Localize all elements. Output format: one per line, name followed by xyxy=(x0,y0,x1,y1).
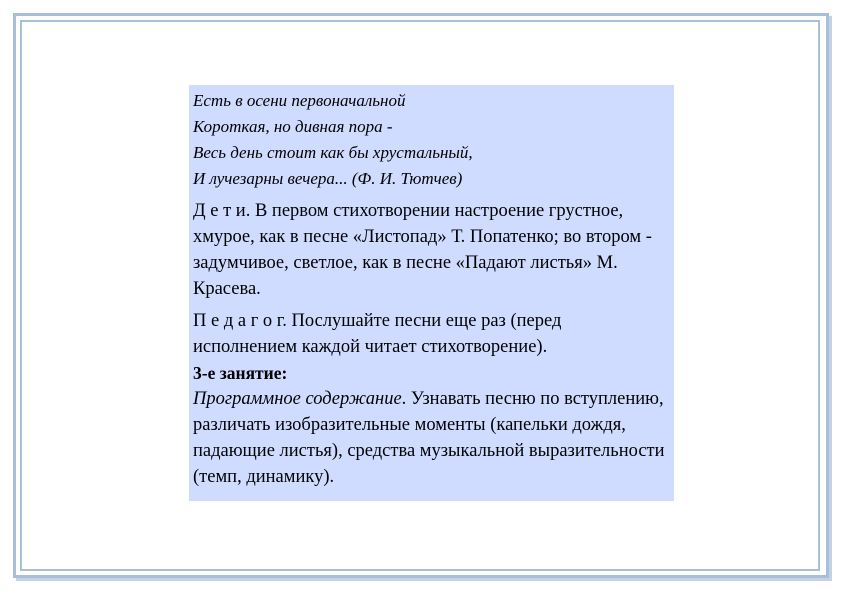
children-paragraph xyxy=(193,198,670,302)
text-block xyxy=(189,85,674,501)
poem-line-3: Весь день стоит как бы хрустальный, xyxy=(193,143,473,162)
teacher-text: Послушайте песни еще раз (перед исполнением каждой читает стихотворение). xyxy=(193,311,562,357)
poem-line-2: Короткая, но дивная пора - xyxy=(193,117,393,136)
teacher-paragraph xyxy=(193,308,670,360)
teacher-speaker: П е д а г о г. xyxy=(193,311,287,331)
poem xyxy=(193,88,670,192)
children-speaker: Д е т и. xyxy=(193,201,251,221)
lesson-content-text: . Узнавать песню по вступлению, различать изобразительные моменты (капельки дождя, падающие листья), средства музыкальной выразительности (темп, динамику). xyxy=(193,389,665,487)
lesson-content-label: Программное содержание xyxy=(193,389,402,409)
lesson-content xyxy=(193,386,670,490)
poem-line-1: Есть в осени первоначальной xyxy=(193,91,406,110)
children-text: В первом стихотворении настроение грустное, хмурое, как в песне «Листопад» Т. Попатенко; во втором - задумчивое, светлое, как в песне «Падают листья» М. Красева. xyxy=(193,201,652,299)
poem-line-4: И лучезарны вечера... (Ф. И. Тютчев) xyxy=(193,169,463,188)
lesson-title: 3-е занятие: xyxy=(193,363,288,383)
